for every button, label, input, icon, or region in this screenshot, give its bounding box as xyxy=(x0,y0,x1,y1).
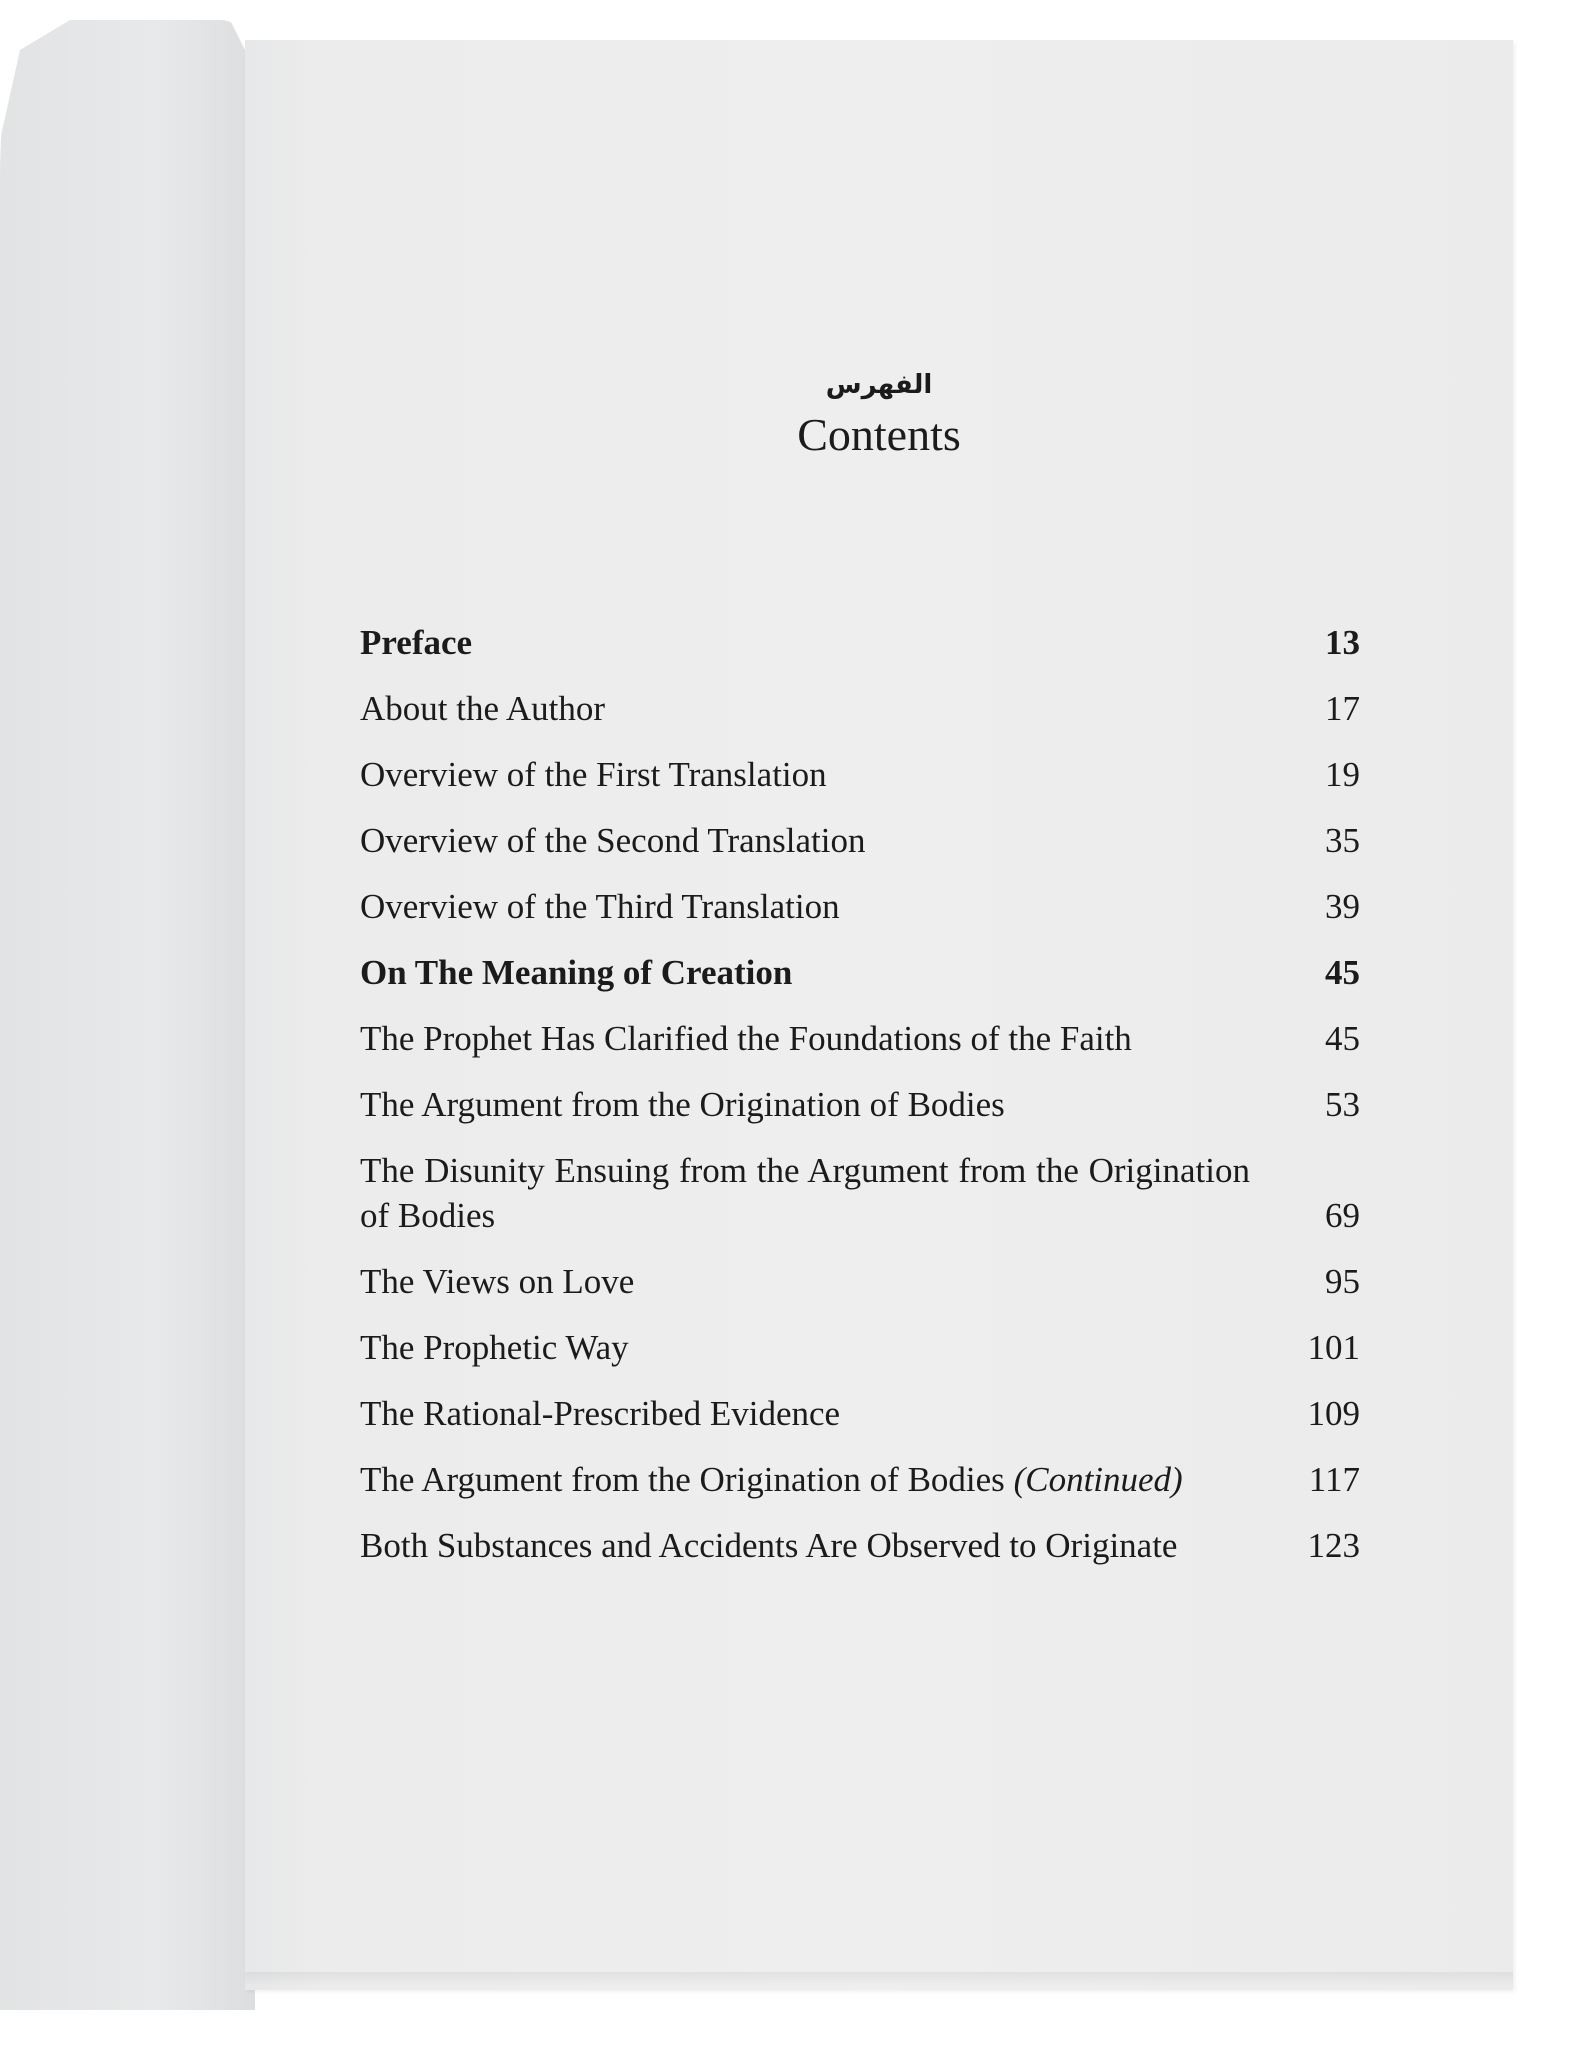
toc-entry-page: 109 xyxy=(1307,1394,1360,1433)
toc-entry-title: Overview of the Third Translation xyxy=(360,887,840,926)
toc-entry-page: 45 xyxy=(1325,953,1360,992)
toc-entry xyxy=(360,620,1360,665)
toc-entry-page: 45 xyxy=(1325,1019,1360,1058)
toc-entry-page: 35 xyxy=(1325,821,1360,860)
toc-entry-title: On The Meaning of Creation xyxy=(360,953,793,992)
toc-entry-page: 19 xyxy=(1325,755,1360,794)
toc-entry xyxy=(360,1391,1360,1436)
toc-entry xyxy=(360,950,1360,995)
toc-entry xyxy=(360,1457,1360,1502)
toc-entry-page: 101 xyxy=(1307,1328,1360,1367)
toc-entry xyxy=(360,1325,1360,1370)
toc-entry xyxy=(360,1259,1360,1304)
table-of-contents xyxy=(360,620,1360,1589)
toc-entry-title: Both Substances and Accidents Are Observed to Originate xyxy=(360,1526,1178,1565)
toc-entry-title: The Argument from the Origination of Bodies xyxy=(360,1085,1005,1124)
toc-entry-page: 95 xyxy=(1325,1262,1360,1301)
toc-entry-title: The Prophetic Way xyxy=(360,1328,629,1367)
page-title: Contents xyxy=(797,409,961,460)
arabic-heading: الفهرس xyxy=(825,370,933,400)
toc-entry xyxy=(360,752,1360,797)
page-bottom-shadow xyxy=(245,1972,1513,1986)
toc-entry-page: 123 xyxy=(1307,1526,1360,1565)
toc-entry-title: The Prophet Has Clarified the Foundations of the Faith xyxy=(360,1019,1132,1058)
toc-entry-page: 13 xyxy=(1325,623,1360,662)
toc-entry-title: The Argument from the Origination of Bodies xyxy=(360,1460,1005,1499)
toc-entry-title: About the Author xyxy=(360,689,605,728)
toc-entry-title-suffix: (Continued) xyxy=(1013,1460,1183,1499)
toc-entry-title: Preface xyxy=(360,623,473,662)
toc-entry-title-wrap xyxy=(360,1457,1280,1502)
toc-entry-page: 39 xyxy=(1325,887,1360,926)
toc-entry xyxy=(360,1523,1360,1568)
toc-entry-title: Overview of the First Translation xyxy=(360,755,827,794)
previous-page-edge xyxy=(0,20,260,2010)
toc-entry-title: The Rational-Prescribed Evidence xyxy=(360,1394,841,1433)
toc-entry-title: The Views on Love xyxy=(360,1262,635,1301)
toc-entry xyxy=(360,1016,1360,1061)
toc-entry-page: 69 xyxy=(1325,1196,1360,1235)
toc-entry xyxy=(360,884,1360,929)
toc-entry-page: 53 xyxy=(1325,1085,1360,1124)
toc-entry-title: Overview of the Second Translation xyxy=(360,821,866,860)
toc-entry xyxy=(360,1082,1360,1127)
contents-page xyxy=(245,40,1513,1990)
toc-entry-page: 17 xyxy=(1325,689,1360,728)
toc-entry xyxy=(360,686,1360,731)
toc-entry xyxy=(360,818,1360,863)
toc-entry-page: 117 xyxy=(1308,1460,1360,1499)
toc-entry-title: The Disunity Ensuing from the Argument from the Origination of Bodies xyxy=(360,1151,1250,1235)
toc-entry xyxy=(360,1148,1360,1238)
